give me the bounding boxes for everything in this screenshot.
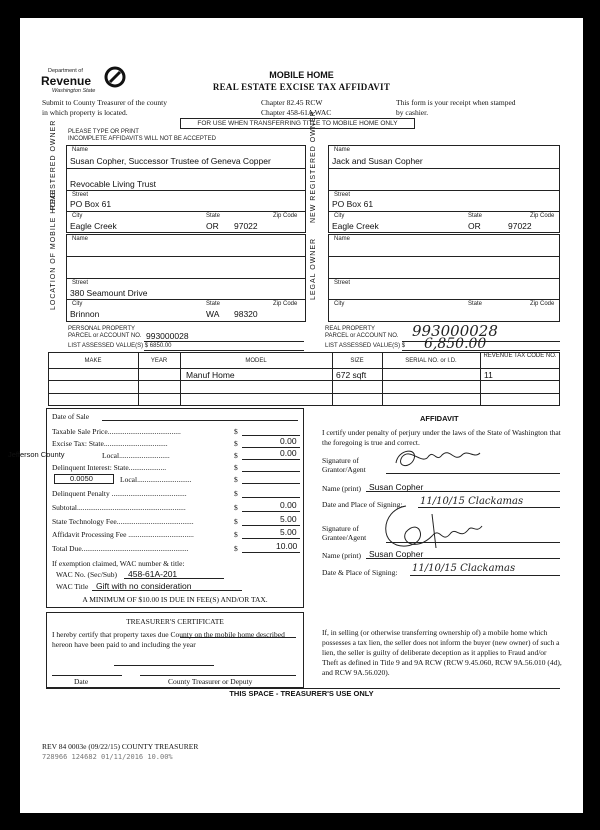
total-due-value: 10.00 — [276, 541, 298, 551]
chapter-rcw: Chapter 82.45 RCW — [261, 98, 323, 107]
cell-tax-code: 11 — [484, 370, 493, 380]
transfer-banner-text: FOR USE WHEN TRANSFERRING TITLE TO MOBILE HOME ONLY — [197, 120, 398, 127]
col-revenue-tax-code: REVENUE TAX CODE NO. — [483, 353, 557, 359]
logo-line2: Revenue — [41, 74, 92, 88]
logo-line1: Department of — [48, 68, 83, 74]
new-owner-zip-label: Zip Code — [530, 213, 555, 219]
new-owner-city: Eagle Creek — [332, 221, 379, 231]
personal-assessed-value: LIST ASSESSED VALUE(S) $ 6850.00 — [68, 343, 172, 349]
dollar-6: $ — [234, 489, 238, 498]
cell-model: Manuf Home — [186, 370, 235, 380]
location-name-label: Name — [72, 236, 89, 242]
owner-state: OR — [206, 221, 219, 231]
owner-state-label: State — [206, 213, 221, 219]
owner-name-label: Name — [72, 147, 89, 153]
owner-zip: 97022 — [234, 221, 258, 231]
new-owner-name: Jack and Susan Copher — [332, 156, 423, 166]
new-owner-zip: 97022 — [508, 221, 532, 231]
new-owner-state-label: State — [468, 213, 483, 219]
col-serial: SERIAL NO. or I.D. — [405, 358, 457, 364]
location-label: LOCATION OF MOBILE HOME — [50, 188, 57, 310]
cell-size: 672 sqft — [336, 370, 367, 380]
delinquent-interest-label: Delinquent Interest: State.................... — [52, 463, 167, 472]
grantee-date-place-label: Date & Place of Signing: — [322, 568, 398, 577]
location-state-label: State — [206, 301, 221, 307]
note-incomplete: INCOMPLETE AFFIDAVITS WILL NOT BE ACCEPTED — [68, 136, 216, 142]
form-title: MOBILE HOME — [269, 70, 334, 80]
excise-local-value: 0.00 — [280, 448, 297, 458]
dollar-10: $ — [234, 544, 238, 553]
personal-property-label: PERSONAL PROPERTY — [68, 326, 136, 332]
delinquent-penalty-label: Delinquent Penalty ........................................ — [52, 489, 187, 498]
real-assessed-label: LIST ASSESSED VALUE(S) $ — [325, 343, 406, 349]
new-owner-street-label: Street — [334, 192, 351, 198]
treasurer-date-label: Date — [74, 677, 89, 686]
treasurer-signature-label: County Treasurer or Deputy — [168, 677, 253, 686]
dollar-4: $ — [234, 463, 238, 472]
affidavit-title: AFFIDAVIT — [420, 414, 459, 423]
grantee-name-print: Susan Copher — [369, 549, 424, 559]
county-name: Jefferson County — [8, 450, 65, 459]
owner-name-line2: Revocable Living Trust — [70, 179, 156, 189]
personal-parcel-number: 993000028 — [146, 331, 189, 341]
technology-fee-label: State Technology Fee......................................... — [52, 517, 194, 526]
owner-street: PO Box 61 — [70, 199, 112, 209]
submit-note-1: Submit to County Treasurer of the county — [42, 98, 167, 107]
receipt-stamp: 728966 124682 01/11/2016 10.00% — [42, 753, 173, 761]
dollar-2: $ — [234, 439, 238, 448]
new-owner-state: OR — [468, 221, 481, 231]
wac-title: Gift with no consideration — [96, 581, 192, 591]
receipt-note-1: This form is your receipt when stamped — [396, 98, 516, 107]
location-city-label: City — [72, 301, 83, 307]
legal-state-label: State — [468, 301, 483, 307]
legal-owner-label: LEGAL OWNER — [310, 237, 317, 300]
selling-warning-text: If, in selling (or otherwise transferring ownership of) a mobile home which possesses a tax lien, the seller does not inform the buyer (new owner) of such a lien, the seller is guilty of deliberate deception as it applies to Fraud and/or Theft as defined in Title 9 and 9A RCW (RCW 9.45.060, RCW 9A.56.010 (4d), and RCW 9A.56.020). — [322, 628, 562, 677]
registered-owner-label: REGISTERED OWNER — [50, 119, 57, 210]
grantor-date-place-label: Date and Place of Signing: — [322, 500, 403, 509]
new-owner-label: NEW REGISTERED OWNER — [310, 110, 317, 223]
dollar-1: $ — [234, 427, 238, 436]
grantor-date-place: 11/10/15 Clackamas — [420, 496, 524, 507]
affidavit-fee-label: Affidavit Processing Fee ................................... — [52, 530, 194, 539]
real-property-label: REAL PROPERTY — [325, 326, 376, 332]
note-type-or-print: PLEASE TYPE OR PRINT — [68, 129, 139, 135]
interest-local-label: Local............................. — [120, 475, 192, 484]
location-street: 380 Seamount Drive — [70, 288, 148, 298]
receipt-note-2: by cashier. — [396, 108, 429, 117]
treasurer-certificate-title: TREASURER'S CERTIFICATE — [126, 617, 224, 626]
form-subtitle: REAL ESTATE EXCISE TAX AFFIDAVIT — [212, 82, 391, 92]
new-owner-street: PO Box 61 — [332, 199, 374, 209]
location-zip: 98320 — [234, 309, 258, 319]
legal-name-label: Name — [334, 236, 351, 242]
col-model: MODEL — [245, 358, 267, 364]
wac-number: 458-61A-201 — [128, 569, 178, 579]
submit-note-2: in which property is located. — [42, 108, 128, 117]
legal-zip-label: Zip Code — [530, 301, 555, 307]
dollar-5: $ — [234, 475, 238, 484]
real-assessed-value: 6,850.00 — [424, 336, 487, 352]
grantor-name-print: Susan Copher — [369, 482, 424, 492]
owner-name: Susan Copher, Successor Trustee of Geneva Copper — [70, 156, 271, 166]
form-revision: REV 84 0003e (09/22/15) COUNTY TREASURER — [42, 742, 199, 751]
logo-line3: Washington State — [52, 88, 96, 94]
transfer-banner — [180, 118, 415, 129]
col-make: MAKE — [84, 358, 102, 364]
exemption-label: If exemption claimed, WAC number & title: — [52, 559, 185, 568]
wac-no-label: WAC No. (Sec/Sub) — [56, 570, 118, 579]
dollar-7: $ — [234, 503, 238, 512]
new-owner-name-label: Name — [334, 147, 351, 153]
location-street-label: Street — [72, 280, 89, 286]
real-parcel-label: PARCEL or ACCOUNT NO. — [325, 333, 399, 339]
location-city: Brinnon — [70, 309, 100, 319]
owner-city-label: City — [72, 213, 83, 219]
excise-state-value: 0.00 — [280, 436, 297, 446]
location-zip-label: Zip Code — [273, 301, 298, 307]
dollar-8: $ — [234, 517, 238, 526]
grantee-name-print-label: Name (print) — [322, 551, 361, 560]
col-size: SIZE — [350, 358, 364, 364]
excise-local-label: Local........................... — [102, 451, 170, 460]
grantor-signature-label: Signature of Grantor/Agent — [322, 456, 366, 474]
subtotal-value: 0.00 — [280, 500, 297, 510]
total-due-label: Total Due......................................................... — [52, 544, 189, 553]
legal-city-label: City — [334, 301, 345, 307]
affidavit-page — [8, 18, 583, 813]
location-state: WA — [206, 309, 220, 319]
wac-title-label: WAC Title — [56, 582, 89, 591]
interest-rate: 0.0050 — [70, 474, 93, 483]
owner-zip-label: Zip Code — [273, 213, 298, 219]
col-year: YEAR — [150, 358, 168, 364]
personal-parcel-label: PARCEL or ACCOUNT NO. — [68, 333, 142, 339]
grantor-signature-scribble — [392, 445, 484, 471]
grantee-date-place: 11/10/15 Clackamas — [412, 563, 516, 574]
affidavit-fee-value: 5.00 — [280, 527, 297, 537]
grantee-signature-label: Signature of Grantee/Agent — [322, 524, 367, 542]
owner-city: Eagle Creek — [70, 221, 117, 231]
date-of-sale-label: Date of Sale — [52, 412, 90, 421]
technology-fee-value: 5.00 — [280, 514, 297, 524]
real-parcel-number: 993000028 — [412, 322, 498, 340]
dollar-9: $ — [234, 530, 238, 539]
treasurer-use-only: THIS SPACE - TREASURER'S USE ONLY — [229, 689, 374, 698]
affidavit-statement: I certify under penalty of perjury under the laws of the State of Washington that the foregoing is true and correct. — [322, 428, 561, 447]
grantor-name-print-label: Name (print) — [322, 484, 361, 493]
new-owner-city-label: City — [334, 213, 345, 219]
grantee-signature — [376, 496, 486, 556]
taxable-price-label: Taxable Sale Price....................................... — [52, 427, 181, 436]
legal-street-label: Street — [334, 280, 351, 286]
excise-state-label: Excise Tax: State.................................. — [52, 439, 168, 448]
minimum-fee-note: A MINIMUM OF $10.00 IS DUE IN FEE(S) AND/OR TAX. — [82, 595, 268, 604]
chapter-wac: Chapter 458-61A WAC — [261, 108, 332, 117]
subtotal-label: Subtotal.......................................................... — [52, 503, 186, 512]
dollar-3: $ — [234, 451, 238, 460]
treasurer-certificate-text: I hereby certify that property taxes due County on the mobile home described hereon have been paid to and including the year — [52, 630, 285, 649]
owner-street-label: Street — [72, 192, 89, 198]
